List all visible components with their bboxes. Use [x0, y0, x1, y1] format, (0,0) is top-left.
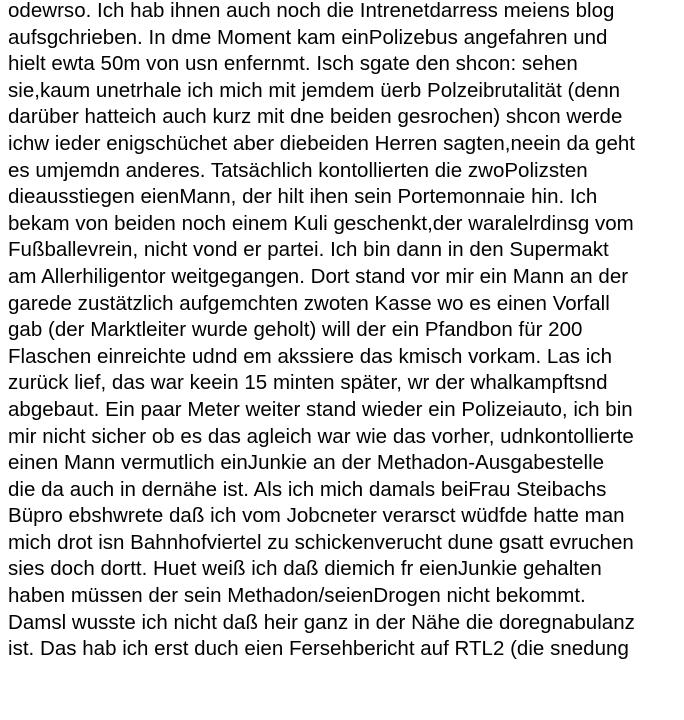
document-text: [8, 0, 684, 663]
text-line-21: mich drot isn Bahnhofviertel zu schickenverucht dune gsatt evruchen: [8, 530, 634, 554]
text-line-1: odewrso. Ich hab ihnen auch noch die Intrenetdarress meiens blog: [8, 0, 615, 22]
text-line-17: mir nicht sicher ob es das agleich war wie das vorher, udnkontollierte: [8, 424, 634, 448]
text-line-10: Fußballevrein, nicht vond er partei. Ich bin dann in den Supermakt: [8, 238, 609, 262]
text-line-2: aufsgchrieben. In dme Moment kam einPolizebus angefahren und: [8, 25, 608, 49]
text-line-15: zurück lief, das war keein 15 minten später, wr der whalkampftsnd: [8, 371, 608, 395]
text-line-13: gab (der Marktleiter wurde geholt) will der ein Pfandbon für 200: [8, 318, 583, 342]
text-line-4: sie,kaum unetrhale ich mich mit jemdem üerb Polzeibrutalität (denn: [8, 78, 621, 102]
text-line-18: einen Mann vermutlich einJunkie an der Methadon-Ausgabestelle: [8, 451, 605, 475]
text-line-5: darüber hatteich auch kurz mit dne beiden gesrochen) shcon werde: [8, 105, 623, 129]
text-line-23: haben müssen der sein Methadon/seienDrogen nicht bekommt.: [8, 584, 586, 608]
text-line-12: garede zustätzlich aufgemchten zwoten Kasse wo es einen Vorfall: [8, 291, 610, 315]
text-line-8: dieausstiegen eienMann, der hilt ihen sein Portemonnaie hin. Ich: [8, 185, 598, 209]
text-line-16: abgebaut. Ein paar Meter weiter stand wieder ein Polizeiauto, ich bin: [8, 397, 633, 421]
text-line-14: Flaschen einreichte udnd em akssiere das kmisch vorkam. Las ich: [8, 344, 612, 368]
text-line-25: ist. Das hab ich erst duch eien Fersehbericht auf RTL2 (die snedung: [8, 637, 629, 661]
text-line-24: Damsl wusste ich nicht daß heir ganz in der Nähe die doregnabulanz: [8, 610, 635, 634]
text-line-11: am Allerhiligentor weitgegangen. Dort stand vor mir ein Mann an der: [8, 264, 629, 288]
text-line-19: die da auch in dernähe ist. Als ich mich damals beiFrau Steibachs: [8, 477, 607, 501]
text-line-3: hielt ewta 50m von usn enfernmt. Isch sgate den shcon: sehen: [8, 52, 578, 76]
text-line-20: Büpro ebshwrete daß ich vom Jobcneter verarsct wüdfde hatte man: [8, 504, 625, 528]
text-line-6: ichw ieder enigschüchet aber diebeiden Herren sagten,neein da geht: [8, 131, 635, 155]
text-line-22: sies doch dortt. Huet weiß ich daß diemich fr eienJunkie gehalten: [8, 557, 602, 581]
text-line-7: es umjemdn anderes. Tatsächlich kontollierten die zwoPolizsten: [8, 158, 588, 182]
text-line-9: bekam von beiden noch einem Kuli geschenkt,der waralelrdinsg vom: [8, 211, 634, 235]
